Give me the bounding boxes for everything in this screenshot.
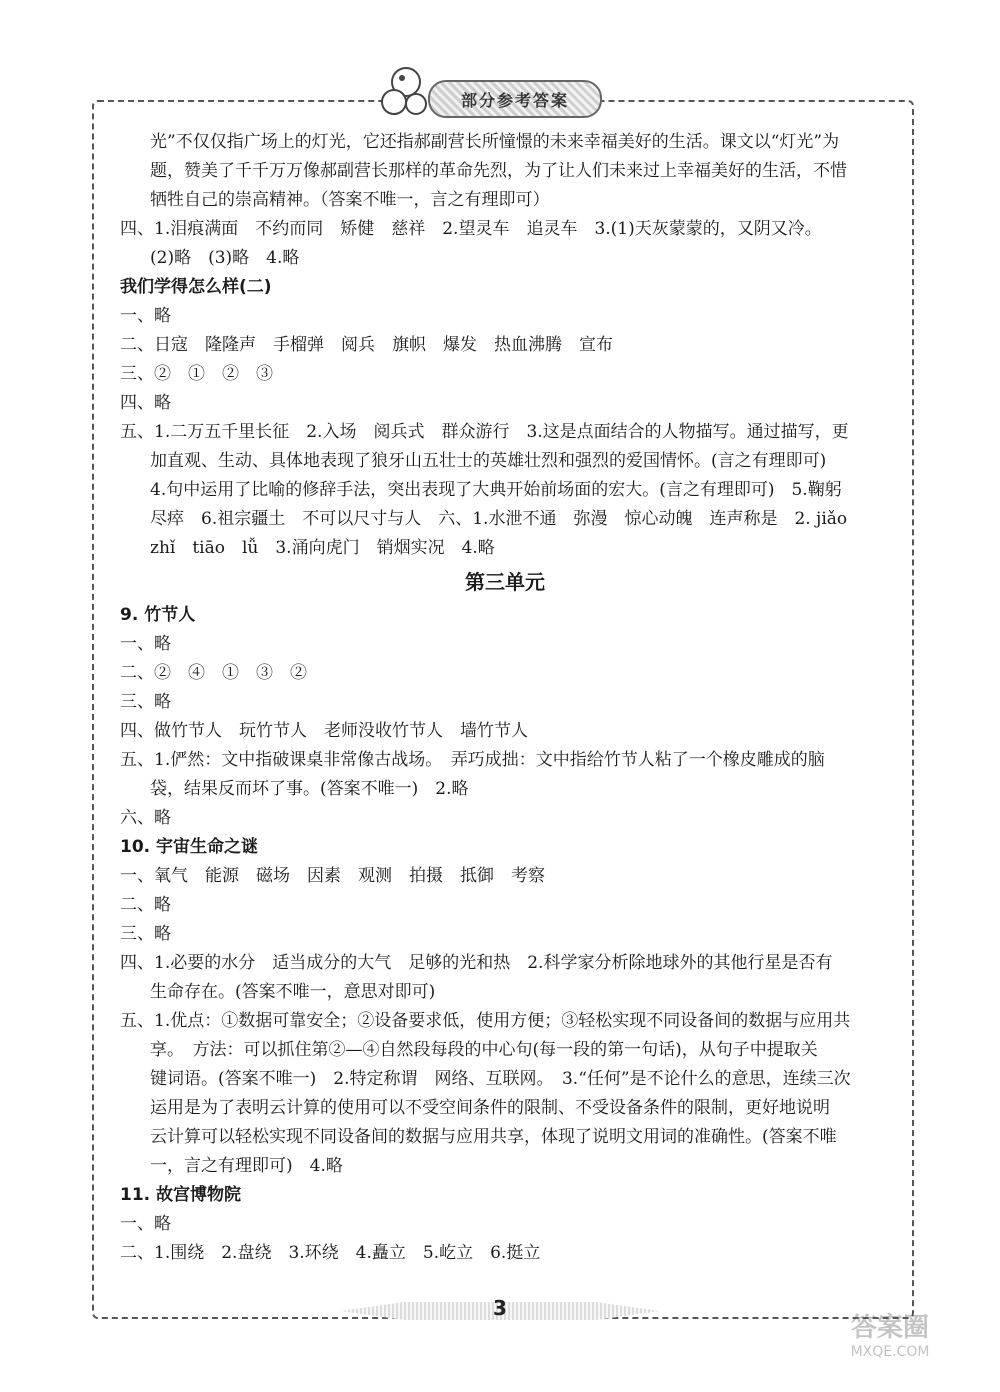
text-line: (2)略 (3)略 4.略 bbox=[150, 248, 300, 268]
text-line: 一、略 bbox=[120, 1214, 171, 1234]
text-line: zhǐ tiāo lǚ 3.涌向虎门 销烟实况 4.略 bbox=[150, 538, 495, 558]
text-line: 二、略 bbox=[120, 895, 171, 915]
header-title: 部分参考答案 bbox=[460, 91, 569, 110]
watermark-sub: MXQE.COM bbox=[850, 1344, 930, 1360]
lesson-heading: 11. 故宫博物院 bbox=[120, 1185, 242, 1205]
text-line: 牺牲自己的崇高精神。（答案不唯一，言之有理即可） bbox=[150, 190, 550, 210]
unit-title: 第三单元 bbox=[465, 570, 545, 594]
text-line: 五、1.二万五千里长征 2.入场 阅兵式 群众游行 3.这是点面结合的人物描写。通过描写，更 bbox=[120, 422, 849, 442]
text-line: 生命存在。(答案不唯一，意思对即可) bbox=[150, 982, 436, 1002]
text-line: 六、略 bbox=[120, 808, 171, 828]
text-line: 一、氧气 能源 磁场 因素 观测 拍摄 抵御 考察 bbox=[120, 866, 545, 886]
header-badge bbox=[376, 62, 606, 124]
text-line: 运用是为了表明云计算的使用可以不受空间条件的限制、不受设备条件的限制，更好地说明 bbox=[150, 1098, 830, 1118]
page-number-bar bbox=[340, 1296, 660, 1326]
text-line: 三、② ① ② ③ bbox=[120, 364, 273, 384]
text-line: 四、做竹节人 玩竹节人 老师没收竹节人 墙竹节人 bbox=[120, 721, 528, 741]
text-line: 键词语。(答案不唯一) 2.特定称谓 网络、互联网。 3.“任何”是不论什么的意思，连续三次 bbox=[150, 1069, 851, 1089]
text-line: 尽瘁 6.祖宗疆土 不可以尺寸与人 六、1.水泄不通 弥漫 惊心动魄 连声称是 2. jiǎo bbox=[150, 509, 848, 529]
text-line: 四、略 bbox=[120, 393, 171, 413]
text-line: 享。 方法：可以抓住第②—④自然段每段的中心句(每一段的第一句话)，从句子中提取关 bbox=[150, 1040, 818, 1060]
text-line: 五、1.优点：①数据可靠安全；②设备要求低，使用方便；③轻松实现不同设备间的数据与应用共 bbox=[120, 1011, 851, 1031]
lesson-heading: 9. 竹节人 bbox=[120, 605, 196, 625]
text-line: 二、日寇 隆隆声 手榴弹 阅兵 旗帜 爆发 热血沸腾 宣布 bbox=[120, 335, 613, 355]
answer-content bbox=[120, 128, 890, 1268]
text-line: 二、1.围绕 2.盘绕 3.环绕 4.矗立 5.屹立 6.挺立 bbox=[120, 1243, 541, 1263]
text-line: 光”不仅仅指广场上的灯光，它还指郝副营长所憧憬的未来幸福美好的生活。课文以“灯光”为 bbox=[150, 132, 840, 152]
text-line: 一、略 bbox=[120, 634, 171, 654]
text-line: 三、略 bbox=[120, 692, 171, 712]
text-line: 加直观、生动、具体地表现了狼牙山五壮士的英雄壮烈和强烈的爱国情怀。(言之有理即可) bbox=[150, 451, 827, 471]
text-line: 一、略 bbox=[120, 306, 171, 326]
text-line: 二、② ④ ① ③ ② bbox=[120, 663, 307, 683]
text-line: 4.句中运用了比喻的修辞手法，突出表现了大典开始前场面的宏大。(言之有理即可) 5.鞠躬 bbox=[150, 480, 842, 500]
text-line: 四、1.泪痕满面 不约而同 矫健 慈祥 2.望灵车 追灵车 3.(1)天灰蒙蒙的，又阴又冷。 bbox=[120, 219, 822, 239]
text-line: 云计算可以轻松实现不同设备间的数据与应用共享，体现了说明文用词的准确性。(答案不唯 bbox=[150, 1127, 837, 1147]
text-line: 三、略 bbox=[120, 924, 171, 944]
text-line: 一，言之有理即可) 4.略 bbox=[150, 1156, 343, 1176]
header-pill bbox=[428, 80, 602, 118]
bubble-icon bbox=[376, 62, 436, 122]
text-line: 四、1.必要的水分 适当成分的大气 足够的光和热 2.科学家分析除地球外的其他行星是否有 bbox=[120, 953, 833, 973]
section-heading: 我们学得怎么样(二) bbox=[120, 277, 272, 297]
watermark-main: 答案圈 bbox=[850, 1313, 929, 1343]
text-line: 袋，结果反而坏了事。(答案不唯一) 2.略 bbox=[150, 779, 469, 799]
page-number: 3 bbox=[493, 1296, 507, 1320]
text-line: 五、1.俨然：文中指破课桌非常像古战场。 弄巧成拙：文中指给竹节人粘了一个橡皮雕成的脑 bbox=[120, 750, 825, 770]
lesson-heading: 10. 宇宙生命之谜 bbox=[120, 837, 259, 857]
text-line: 题，赞美了千千万万像郝副营长那样的革命先烈，为了让人们未来过上幸福美好的生活，不惜 bbox=[150, 161, 847, 181]
watermark-stamp bbox=[820, 1312, 960, 1372]
